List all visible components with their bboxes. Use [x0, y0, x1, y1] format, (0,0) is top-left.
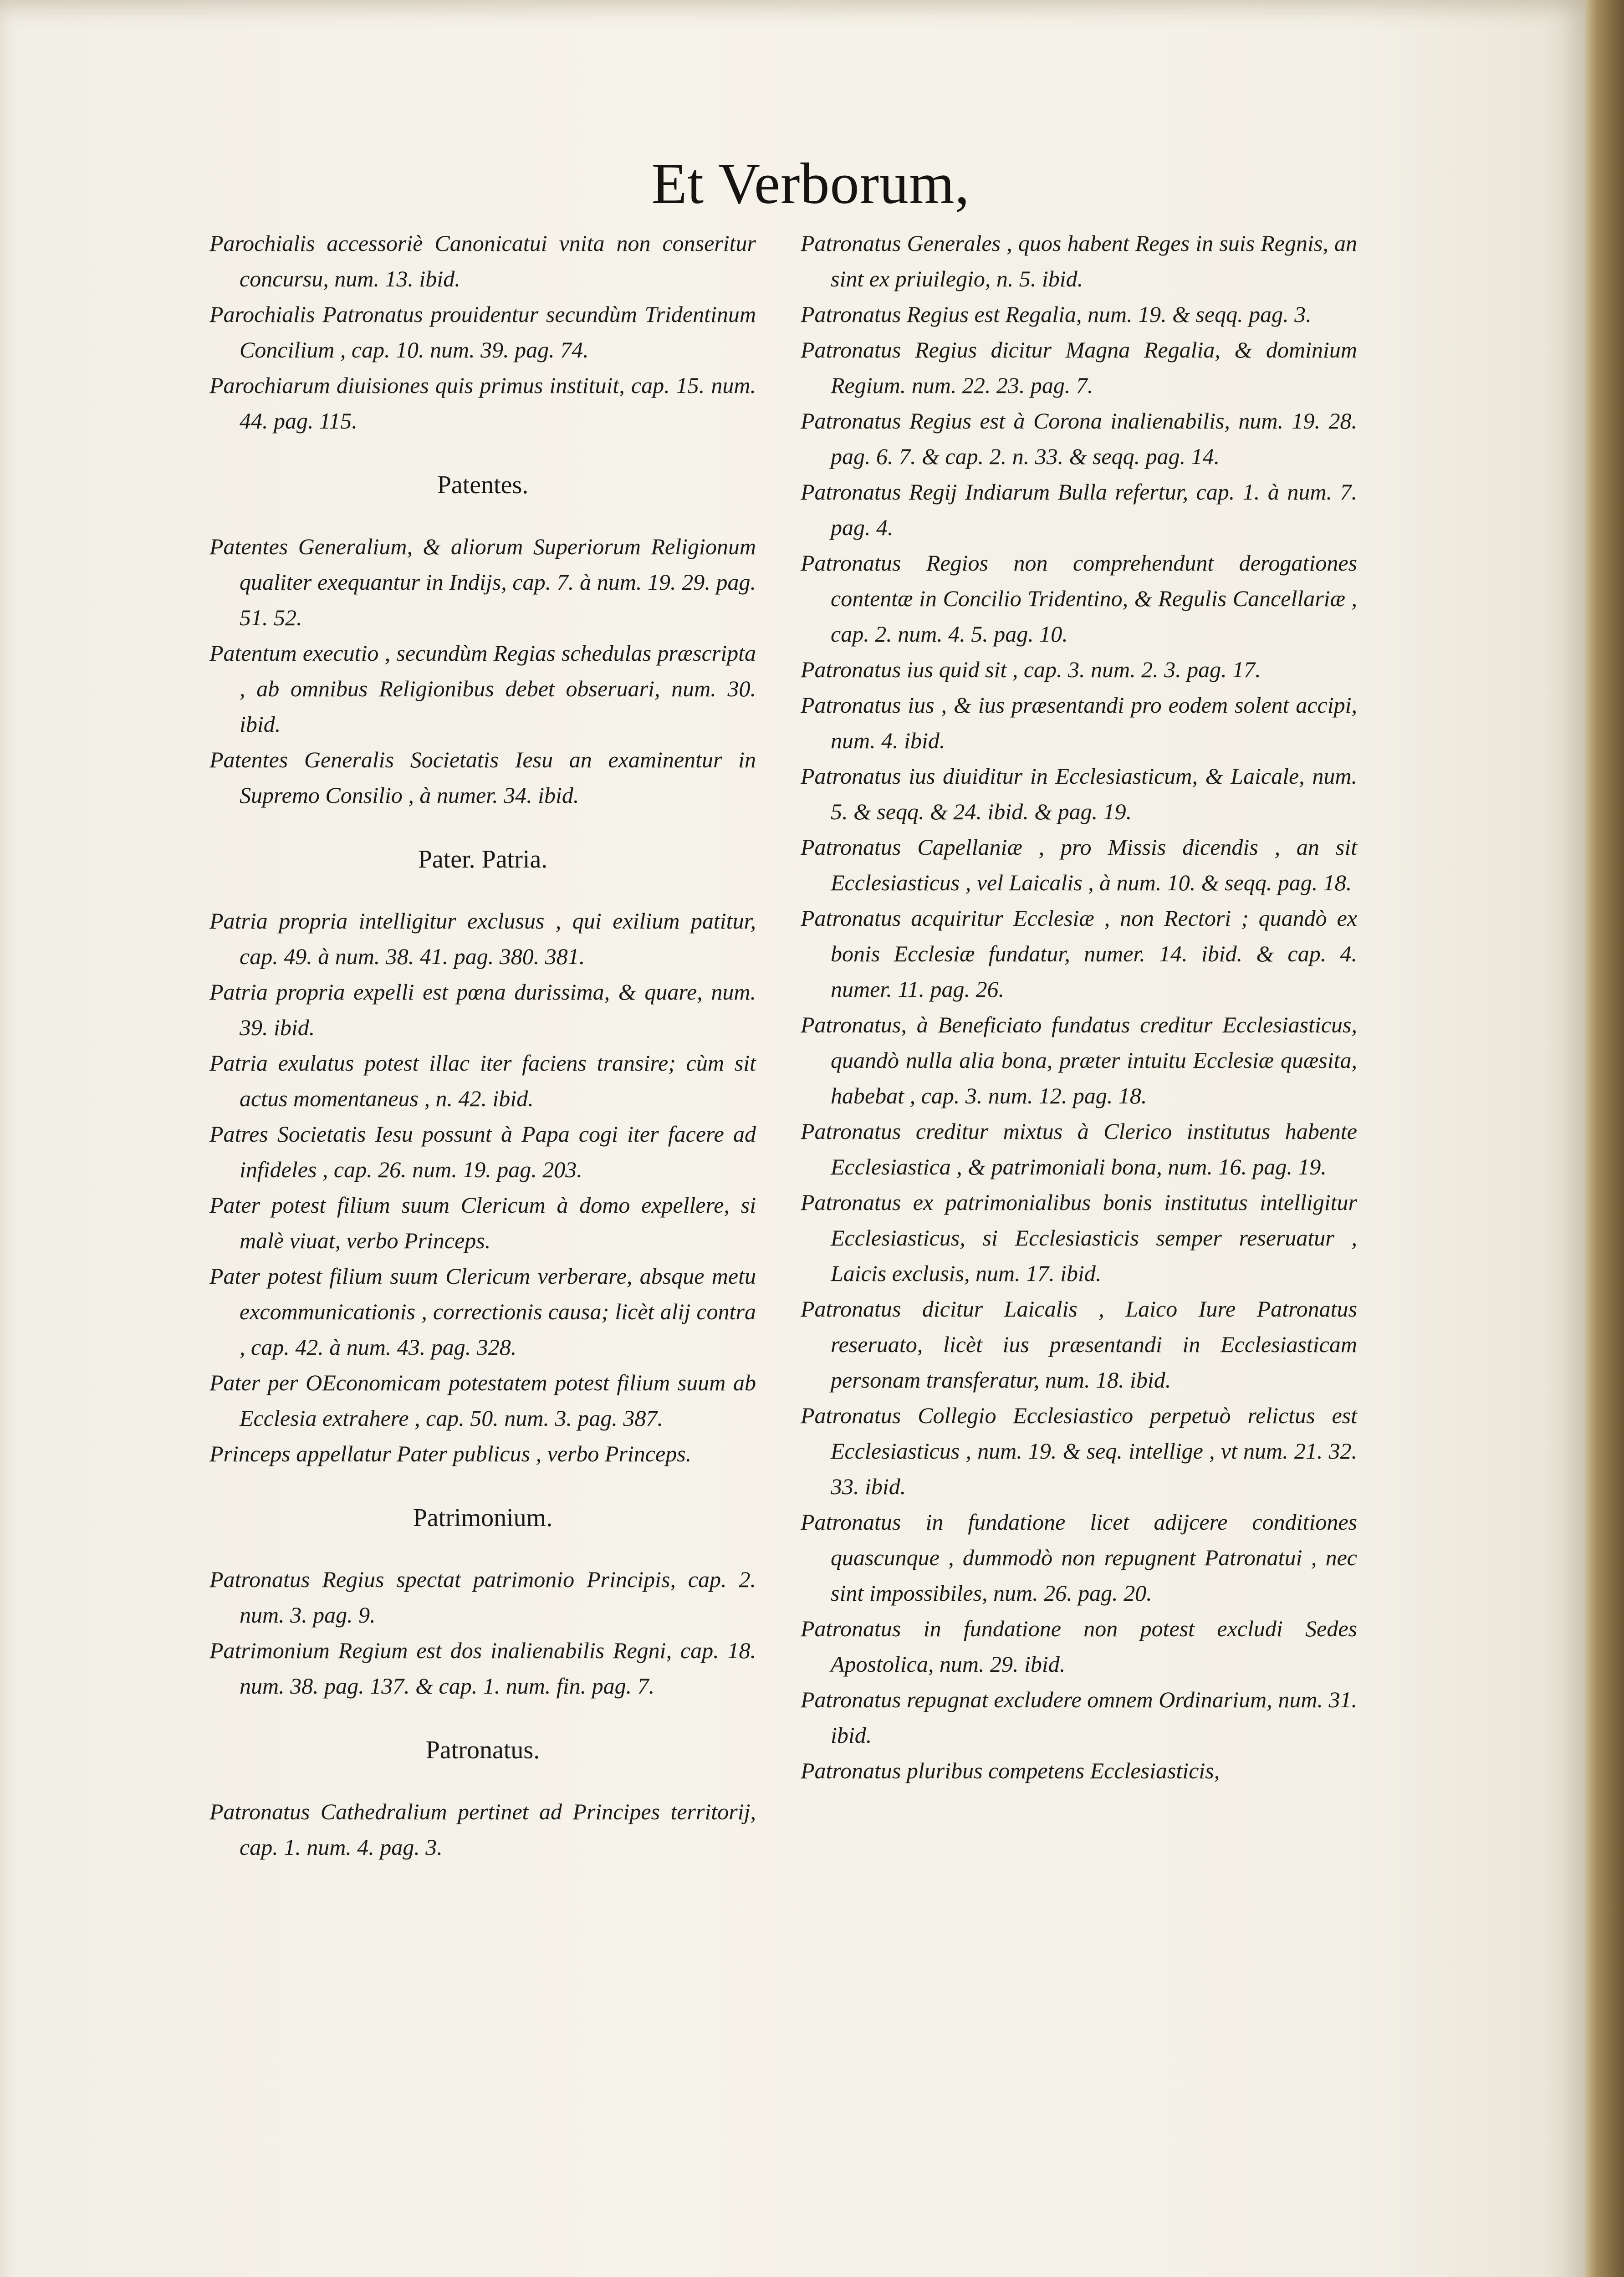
section-heading: Pater. Patria.: [418, 845, 548, 873]
index-entry: Parochialis accessoriè Canonicatui vnita non conseritur concursu, num. 13. ibid.: [209, 230, 756, 291]
index-entry: Patronatus Regij Indiarum Bulla refertur, cap. 1. à num. 7. pag. 4.: [801, 479, 1357, 540]
index-entry: Patronatus ex patrimonialibus bonis institutus intelligitur Ecclesiasticus, si Ecclesiasticis semper reseruatur , Laicis exclusis, num. 17. ibid.: [801, 1190, 1357, 1286]
running-title: Et Verborum,: [651, 151, 970, 216]
section-heading: Patrimonium.: [413, 1504, 553, 1532]
index-entry: Patronatus ius quid sit , cap. 3. num. 2. 3. pag. 17.: [801, 657, 1261, 682]
index-entry: Patronatus Cathedralium pertinet ad Principes territorij, cap. 1. num. 4. pag. 3.: [209, 1799, 756, 1860]
index-entry: Patentes Generalium, & aliorum Superiorum Religionum qualiter exequantur in Indijs, cap. 7. à num. 19. 29. pag. 51. 52.: [209, 534, 756, 630]
index-entry: Pater potest filium suum Clericum à domo expellere, si malè viuat, verbo Princeps.: [209, 1192, 756, 1253]
right-column: [801, 225, 1357, 1788]
index-entry: Parochiarum diuisiones quis primus instituit, cap. 15. num. 44. pag. 115.: [209, 373, 756, 434]
index-entry: Patronatus ius diuiditur in Ecclesiasticum, & Laicale, num. 5. & seqq. & 24. ibid. & pag. 19.: [801, 763, 1357, 824]
index-entry: Patronatus ius , & ius præsentandi pro eodem solent accipi, num. 4. ibid.: [801, 692, 1357, 753]
section-heading: Patronatus.: [425, 1736, 540, 1764]
index-entry: Patronatus Capellaniæ , pro Missis dicendis , an sit Ecclesiasticus , vel Laicalis , à num. 10. & seqq. pag. 18.: [801, 834, 1357, 895]
index-entry: Parochialis Patronatus prouidentur secundùm Tridentinum Concilium , cap. 10. num. 39. pag. 74.: [209, 301, 756, 362]
index-entry: Patres Societatis Iesu possunt à Papa cogi iter facere ad infideles , cap. 26. num. 19. pag. 203.: [209, 1121, 756, 1182]
index-entry: Patronatus Regios non comprehendunt derogationes contentæ in Concilio Tridentino, & Regulis Cancellariæ , cap. 2. num. 4. 5. pag. 10.: [801, 550, 1357, 647]
index-entry: Patronatus, à Beneficiato fundatus creditur Ecclesiasticus, quandò nulla alia bona, præter intuitu Ecclesiæ quæsita, habebat , cap. 3. num. 12. pag. 18.: [801, 1012, 1357, 1108]
index-entry: Patronatus repugnat excludere omnem Ordinarium, num. 31. ibid.: [801, 1687, 1357, 1748]
index-entry: Patronatus pluribus competens Ecclesiasticis,: [801, 1758, 1220, 1783]
index-entry: Patria propria expelli est pœna durissima, & quare, num. 39. ibid.: [209, 979, 756, 1040]
index-entry: Patentes Generalis Societatis Iesu an examinentur in Supremo Consilio , à numer. 34. ibid.: [209, 747, 756, 808]
index-entry: Patentum executio , secundùm Regias schedulas præscripta , ab omnibus Religionibus debet obseruari, num. 30. ibid.: [209, 640, 756, 737]
index-entry: Patronatus dicitur Laicalis , Laico Iure Patronatus reseruato, licèt ius præsentandi in Ecclesiasticam personam transferatur, num. 18. ibid.: [801, 1296, 1357, 1393]
index-entry: Patronatus Collegio Ecclesiastico perpetuò relictus est Ecclesiasticus , num. 19. & seq. intellige , vt num. 21. 32. 33. ibid.: [801, 1403, 1357, 1499]
index-entry: Patronatus in fundatione licet adijcere conditiones quascunque , dummodò non repugnent Patronatui , nec sint impossibiles, num. 26. pag. 20.: [801, 1509, 1357, 1606]
index-entry: Patria propria intelligitur exclusus , qui exilium patitur, cap. 49. à num. 38. 41. pag. 380. 381.: [209, 908, 756, 969]
index-entry: Patronatus Regius dicitur Magna Regalia, & dominium Regium. num. 22. 23. pag. 7.: [801, 337, 1357, 398]
index-entry: Patronatus acquiritur Ecclesiæ , non Rectori ; quandò ex bonis Ecclesiæ fundatur, numer. 14. ibid. & cap. 4. numer. 11. pag. 26.: [801, 905, 1357, 1002]
page-edge: [1585, 0, 1624, 2277]
index-entry: Patronatus Generales , quos habent Reges in suis Regnis, an sint ex priuilegio, n. 5. ibid.: [801, 230, 1357, 291]
index-entry: Patria exulatus potest illac iter faciens transire; cùm sit actus momentaneus , n. 42. ibid.: [209, 1050, 756, 1111]
index-entry: Patronatus Regius est à Corona inalienabilis, num. 19. 28. pag. 6. 7. & cap. 2. n. 33. & seqq. pag. 14.: [801, 408, 1357, 469]
index-entry: Pater potest filium suum Clericum verberare, absque metu excommunicationis , correctionis causa; licèt alij contra , cap. 42. à num. 43. pag. 328.: [209, 1263, 756, 1360]
left-column: [209, 225, 756, 1865]
index-entry: Patronatus Regius spectat patrimonio Principis, cap. 2. num. 3. pag. 9.: [209, 1567, 756, 1628]
index-entry: Pater per OEconomicam potestatem potest filium suum ab Ecclesia extrahere , cap. 50. num. 3. pag. 387.: [209, 1370, 756, 1431]
index-entry: Patrimonium Regium est dos inalienabilis Regni, cap. 18. num. 38. pag. 137. & cap. 1. num. fin. pag. 7.: [209, 1638, 756, 1699]
index-entry: Princeps appellatur Pater publicus , verbo Princeps.: [209, 1441, 692, 1466]
index-entry: Patronatus Regius est Regalia, num. 19. & seqq. pag. 3.: [801, 301, 1312, 327]
index-entry: Patronatus in fundatione non potest excludi Sedes Apostolica, num. 29. ibid.: [801, 1616, 1357, 1677]
index-entry: Patronatus creditur mixtus à Clerico institutus habente Ecclesiastica , & patrimoniali bona, num. 16. pag. 19.: [801, 1118, 1357, 1179]
section-heading: Patentes.: [437, 471, 529, 499]
